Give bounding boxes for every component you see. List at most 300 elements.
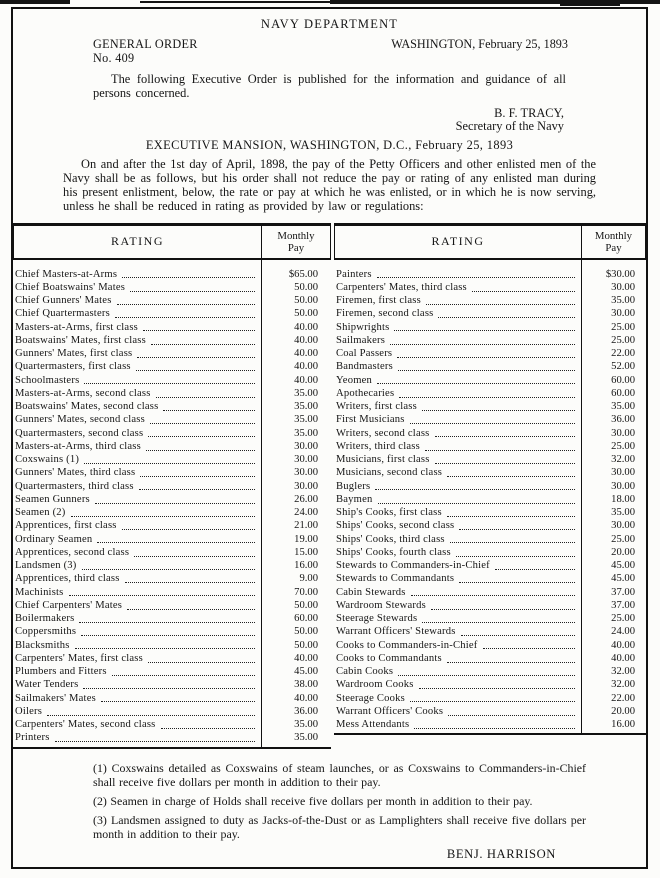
pay-value: 22.00 xyxy=(611,348,635,360)
dot-leader xyxy=(69,586,256,597)
pay-value: 25.00 xyxy=(611,334,635,346)
dot-leader xyxy=(81,625,255,636)
table-row xyxy=(13,334,331,347)
table-row xyxy=(13,321,331,334)
dot-leader xyxy=(122,268,255,279)
table-row xyxy=(13,678,331,691)
dot-leader xyxy=(398,665,575,676)
dot-leader xyxy=(426,294,575,305)
dot-leader xyxy=(122,519,255,530)
rating-label: Coal Passers xyxy=(336,348,393,360)
scan-artifact xyxy=(140,1,340,3)
pay-value: 40.00 xyxy=(611,639,635,651)
pay-value: 35.00 xyxy=(294,719,318,731)
table-body-left xyxy=(13,260,331,749)
pay-value: 35.00 xyxy=(294,387,318,399)
table-row xyxy=(13,705,331,718)
rating-label: Cabin Stewards xyxy=(336,586,406,598)
table-row xyxy=(334,400,646,413)
dot-leader xyxy=(411,586,575,597)
pay-value: 25.00 xyxy=(611,613,635,625)
dot-leader xyxy=(377,374,575,385)
rating-label: Boatswains' Mates, second class xyxy=(15,401,159,413)
pay-value: 25.00 xyxy=(611,533,635,545)
table-row xyxy=(13,427,331,440)
table-row xyxy=(334,387,646,400)
dot-leader xyxy=(419,678,575,689)
table-row xyxy=(334,639,646,652)
table-row xyxy=(13,572,331,585)
dot-leader xyxy=(134,546,255,557)
rating-label: Ships' Cooks, third class xyxy=(336,533,445,545)
rating-label: Masters-at-Arms, first class xyxy=(15,321,138,333)
pay-value: 40.00 xyxy=(294,348,318,360)
rating-label: Apothecaries xyxy=(336,387,395,399)
rating-label: Chief Gunners' Mates xyxy=(15,295,112,307)
dot-leader xyxy=(82,559,255,570)
rating-label: Gunners' Mates, first class xyxy=(15,348,133,360)
dot-leader xyxy=(137,347,255,358)
dot-leader xyxy=(435,427,576,438)
dot-leader xyxy=(163,400,255,411)
secretary-name: B. F. TRACY, xyxy=(494,105,564,120)
dot-leader xyxy=(148,652,255,663)
footnote: (2) Seamen in charge of Holds shall receive five dollars per month in addition to their pay. xyxy=(93,794,533,808)
table-row xyxy=(13,480,331,493)
secretary-title: Secretary of the Navy xyxy=(455,119,564,134)
dot-leader xyxy=(447,506,575,517)
table-row xyxy=(13,665,331,678)
table-row xyxy=(334,268,646,281)
pay-value: 15.00 xyxy=(294,546,318,558)
table-row xyxy=(334,546,646,559)
rating-label: Sailmakers' Mates xyxy=(15,692,96,704)
rating-label: Quartermasters, first class xyxy=(15,361,131,373)
intro-paragraph: The following Executive Order is published for the information and guidance of all persons concerned. xyxy=(93,72,566,100)
table-row xyxy=(334,586,646,599)
rating-label: Steerage Stewards xyxy=(336,613,418,625)
dot-leader xyxy=(398,360,575,371)
pay-value: 40.00 xyxy=(294,692,318,704)
footnote: (3) Landsmen assigned to duty as Jacks-of-the-Dust or as Lamplighters shall receive five dollars per month in addition to their pay. xyxy=(93,813,586,842)
table-row xyxy=(13,599,331,612)
rating-label: Ships' Cooks, fourth class xyxy=(336,546,451,558)
table-row xyxy=(13,533,331,546)
pay-value: 20.00 xyxy=(611,705,635,717)
general-order-block xyxy=(93,37,198,65)
rating-label: Landsmen (3) xyxy=(15,560,77,572)
table-row xyxy=(13,506,331,519)
pay-value: $30.00 xyxy=(605,268,635,280)
dot-leader xyxy=(55,731,255,742)
dot-leader xyxy=(447,466,575,477)
pay-value: 30.00 xyxy=(611,308,635,320)
pay-value: 30.00 xyxy=(294,454,318,466)
dot-leader xyxy=(136,360,255,371)
pay-value: 36.00 xyxy=(294,705,318,717)
pay-value: 30.00 xyxy=(611,520,635,532)
pay-value: 36.00 xyxy=(611,414,635,426)
rating-label: Seamen (2) xyxy=(15,507,66,519)
rating-label: Printers xyxy=(15,732,50,744)
rating-label: Apprentices, third class xyxy=(15,573,120,585)
dot-leader xyxy=(422,612,575,623)
pay-value: 50.00 xyxy=(294,295,318,307)
order-label: GENERAL ORDER xyxy=(93,37,198,51)
table-row xyxy=(334,347,646,360)
pay-value: 19.00 xyxy=(294,533,318,545)
president-signature: BENJ. HARRISON xyxy=(446,846,556,861)
pay-value: 60.00 xyxy=(611,387,635,399)
dot-leader xyxy=(139,480,255,491)
rating-label: Ships' Cooks, second class xyxy=(336,520,455,532)
rating-label: Oilers xyxy=(15,705,43,717)
dot-leader xyxy=(450,533,575,544)
dot-leader xyxy=(79,612,255,623)
rating-label: Cooks to Commanders-in-Chief xyxy=(336,639,478,651)
dot-leader xyxy=(101,692,255,703)
rating-label: Bandmasters xyxy=(336,361,393,373)
pay-value: 30.00 xyxy=(294,480,318,492)
dot-leader xyxy=(390,334,575,345)
rating-label: Water Tenders xyxy=(15,679,79,691)
pay-value: 50.00 xyxy=(294,308,318,320)
table-row xyxy=(13,519,331,532)
pay-value: 40.00 xyxy=(294,334,318,346)
pay-value: 24.00 xyxy=(611,626,635,638)
dot-leader xyxy=(422,400,575,411)
dot-leader xyxy=(95,493,255,504)
rating-label: Musicians, second class xyxy=(336,467,443,479)
table-row xyxy=(13,625,331,638)
pay-value: 26.00 xyxy=(294,493,318,505)
dot-leader xyxy=(435,453,575,464)
table-row xyxy=(334,281,646,294)
rating-label: Ship's Cooks, first class xyxy=(336,507,442,519)
table-row xyxy=(13,546,331,559)
rating-label: Apprentices, first class xyxy=(15,520,117,532)
pay-value: 52.00 xyxy=(611,361,635,373)
dot-leader xyxy=(459,572,575,583)
table-row xyxy=(334,440,646,453)
table-row xyxy=(13,718,331,731)
table-row xyxy=(334,493,646,506)
table-row xyxy=(334,612,646,625)
table-row xyxy=(13,347,331,360)
pay-value: 35.00 xyxy=(611,401,635,413)
pay-value: 40.00 xyxy=(611,652,635,664)
table-row xyxy=(334,480,646,493)
dot-leader xyxy=(495,559,575,570)
table-row xyxy=(334,718,646,731)
dot-leader xyxy=(75,639,255,650)
rating-label: Firemen, second class xyxy=(336,308,434,320)
dot-leader xyxy=(448,705,575,716)
table-row xyxy=(334,427,646,440)
dot-leader xyxy=(127,599,255,610)
footnotes xyxy=(93,761,586,842)
dot-leader xyxy=(431,599,575,610)
pay-value: 60.00 xyxy=(611,374,635,386)
dot-leader xyxy=(71,506,255,517)
rating-label: Cooks to Commandants xyxy=(336,652,442,664)
table-row xyxy=(334,559,646,572)
rating-label: Carpenters' Mates, third class xyxy=(336,281,467,293)
rating-label: Sailmakers xyxy=(336,334,386,346)
rating-label: Painters xyxy=(336,268,372,280)
rating-label: Chief Boatswains' Mates xyxy=(15,281,126,293)
pay-value: 25.00 xyxy=(611,321,635,333)
pay-column-header xyxy=(582,226,645,258)
dot-leader xyxy=(148,427,255,438)
rating-label: Ordinary Seamen xyxy=(15,533,93,545)
dot-leader xyxy=(97,533,255,544)
rating-column-header: RATING xyxy=(14,226,262,258)
table-row xyxy=(334,572,646,585)
pay-tables xyxy=(13,223,646,749)
table-header-left xyxy=(13,223,331,260)
pay-value: 37.00 xyxy=(611,586,635,598)
dot-leader xyxy=(83,678,255,689)
pay-value: 30.00 xyxy=(611,427,635,439)
rating-label: Quartermasters, second class xyxy=(15,427,144,439)
pay-value: 25.00 xyxy=(611,440,635,452)
table-row xyxy=(13,453,331,466)
pay-value: 35.00 xyxy=(294,427,318,439)
dot-leader xyxy=(410,692,575,703)
rating-label: Machinists xyxy=(15,586,64,598)
table-row xyxy=(13,360,331,373)
department-heading: NAVY DEPARTMENT xyxy=(260,17,399,31)
dot-leader xyxy=(140,466,255,477)
pay-value: 35.00 xyxy=(611,295,635,307)
pay-value: $65.00 xyxy=(288,268,318,280)
rating-label: Boilermakers xyxy=(15,613,75,625)
table-row xyxy=(13,731,331,744)
pay-header-line1: Monthly xyxy=(277,229,315,242)
pay-value: 45.00 xyxy=(611,573,635,585)
table-row xyxy=(13,440,331,453)
dot-leader xyxy=(378,493,575,504)
dot-leader xyxy=(459,519,575,530)
pay-value: 45.00 xyxy=(611,560,635,572)
pay-value: 40.00 xyxy=(294,374,318,386)
table-row xyxy=(334,599,646,612)
pay-value: 45.00 xyxy=(294,666,318,678)
dot-leader xyxy=(47,705,255,716)
rating-label: Carpenters' Mates, first class xyxy=(15,652,143,664)
table-row xyxy=(13,400,331,413)
table-row xyxy=(13,387,331,400)
rating-label: Warrant Officers' Cooks xyxy=(336,705,444,717)
dot-leader xyxy=(84,374,255,385)
order-number: No. 409 xyxy=(93,51,135,65)
pay-value: 60.00 xyxy=(294,613,318,625)
table-row xyxy=(13,586,331,599)
rating-column-header: RATING xyxy=(335,226,582,258)
rating-label: Carpenters' Mates, second class xyxy=(15,719,156,731)
rating-label: Blacksmiths xyxy=(15,639,70,651)
pay-value: 18.00 xyxy=(611,493,635,505)
pay-value: 16.00 xyxy=(294,560,318,572)
pay-value: 21.00 xyxy=(294,520,318,532)
pay-value: 32.00 xyxy=(611,666,635,678)
secretary-signature-block xyxy=(13,107,564,134)
pay-header-line1: Monthly xyxy=(594,229,633,242)
table-row xyxy=(334,625,646,638)
table-row xyxy=(334,692,646,705)
table-row xyxy=(13,652,331,665)
dateline: WASHINGTON, February 25, 1893 xyxy=(391,37,568,51)
dot-leader xyxy=(151,334,255,345)
table-row xyxy=(334,705,646,718)
rating-label: Writers, first class xyxy=(336,401,417,413)
table-row xyxy=(334,307,646,320)
table-row xyxy=(13,307,331,320)
rating-label: Gunners' Mates, second class xyxy=(15,414,145,426)
pay-value: 50.00 xyxy=(294,599,318,611)
table-row xyxy=(13,559,331,572)
footnote: (1) Coxswains detailed as Coxswains of steam launches, or as Coxswains to Commanders-in-Chief shall receive five dollars per month in addition to their pay. xyxy=(93,760,586,789)
rating-label: Buglers xyxy=(336,480,371,492)
scan-artifact xyxy=(560,3,620,6)
pay-value: 50.00 xyxy=(294,639,318,651)
rating-label: Writers, second class xyxy=(336,427,430,439)
rating-label: Mess Attendants xyxy=(336,719,410,731)
table-row xyxy=(334,519,646,532)
pay-value: 24.00 xyxy=(294,507,318,519)
pay-value: 37.00 xyxy=(611,599,635,611)
dot-leader xyxy=(377,268,575,279)
table-header-right xyxy=(334,223,646,260)
scan-artifact xyxy=(0,0,70,4)
table-row xyxy=(13,639,331,652)
dot-leader xyxy=(130,281,255,292)
table-row xyxy=(334,321,646,334)
dot-leader xyxy=(156,387,255,398)
executive-order-body: On and after the 1st day of April, 1898, the pay of the Petty Officers and other enlisted men of the Navy shall be as follows, but his order shall not reduce the pay or rating of any enlisted man during his present enlistment, below, the rate or pay at which he was enlisted, or in which he is now serving, unless he shall be reduced in rating as provided by law or regulations: xyxy=(63,156,596,213)
dot-leader xyxy=(125,572,255,583)
dot-leader xyxy=(461,625,575,636)
pay-value: 32.00 xyxy=(611,454,635,466)
rating-label: Gunners' Mates, third class xyxy=(15,467,136,479)
rating-label: Apprentices, second class xyxy=(15,546,130,558)
pay-value: 30.00 xyxy=(294,440,318,452)
rating-label: Stewards to Commandants xyxy=(336,573,455,585)
rating-label: Yeomen xyxy=(336,374,373,386)
rating-label: Stewards to Commanders-in-Chief xyxy=(336,560,490,572)
pay-value: 38.00 xyxy=(294,679,318,691)
pay-value: 35.00 xyxy=(294,732,318,744)
pay-value: 35.00 xyxy=(294,401,318,413)
rating-label: Baymen xyxy=(336,493,373,505)
table-row xyxy=(334,506,646,519)
executive-mansion-line: EXECUTIVE MANSION, WASHINGTON, D.C., February 25, 1893 xyxy=(145,137,514,152)
pay-value: 35.00 xyxy=(294,414,318,426)
pay-value: 9.00 xyxy=(299,573,318,585)
dot-leader xyxy=(375,480,575,491)
table-row xyxy=(334,374,646,387)
table-row xyxy=(13,374,331,387)
rating-label: Quartermasters, third class xyxy=(15,480,134,492)
table-row xyxy=(334,294,646,307)
dot-leader xyxy=(84,453,255,464)
pay-value: 30.00 xyxy=(294,467,318,479)
rating-label: Writers, third class xyxy=(336,440,420,452)
table-row xyxy=(334,665,646,678)
dot-leader xyxy=(161,718,256,729)
rating-label: Coxswains (1) xyxy=(15,454,80,466)
table-row xyxy=(334,533,646,546)
rating-label: Chief Masters-at-Arms xyxy=(15,268,118,280)
dot-leader xyxy=(394,321,575,332)
rating-label: Masters-at-Arms, second class xyxy=(15,387,151,399)
dot-leader xyxy=(115,307,255,318)
dot-leader xyxy=(146,440,255,451)
table-row xyxy=(13,692,331,705)
pay-value: 30.00 xyxy=(611,467,635,479)
rating-label: Steerage Cooks xyxy=(336,692,405,704)
table-row xyxy=(13,294,331,307)
table-row xyxy=(334,652,646,665)
rating-label: Seamen Gunners xyxy=(15,493,90,505)
dot-leader xyxy=(117,294,255,305)
pay-value: 40.00 xyxy=(294,321,318,333)
pay-value: 50.00 xyxy=(294,626,318,638)
dot-leader xyxy=(397,347,575,358)
table-row xyxy=(334,360,646,373)
dot-leader xyxy=(399,387,575,398)
dot-leader xyxy=(150,413,255,424)
table-row xyxy=(334,466,646,479)
rating-label: Wardroom Stewards xyxy=(336,599,426,611)
pay-value: 16.00 xyxy=(611,719,635,731)
order-header-row xyxy=(93,37,568,65)
dot-leader xyxy=(483,639,575,650)
dot-leader xyxy=(456,546,575,557)
table-row xyxy=(13,612,331,625)
pay-value: 20.00 xyxy=(611,546,635,558)
dot-leader xyxy=(438,307,575,318)
table-row xyxy=(13,413,331,426)
rating-label: Masters-at-Arms, third class xyxy=(15,440,141,452)
rating-label: First Musicians xyxy=(336,414,405,426)
document-border-frame xyxy=(11,7,648,869)
rating-label: Chief Quartermasters xyxy=(15,308,110,320)
pay-column-header xyxy=(262,226,330,258)
pay-value: 35.00 xyxy=(611,507,635,519)
pay-value: 40.00 xyxy=(294,361,318,373)
pay-value: 32.00 xyxy=(611,679,635,691)
dot-leader xyxy=(112,665,255,676)
table-row xyxy=(334,678,646,691)
rating-label: Warrant Officers' Stewards xyxy=(336,626,456,638)
table-row xyxy=(334,334,646,347)
table-row xyxy=(13,268,331,281)
rating-label: Firemen, first class xyxy=(336,295,421,307)
table-row xyxy=(334,413,646,426)
table-row xyxy=(334,453,646,466)
pay-value: 22.00 xyxy=(611,692,635,704)
pay-value: 30.00 xyxy=(611,281,635,293)
pay-value: 50.00 xyxy=(294,281,318,293)
rating-label: Schoolmasters xyxy=(15,374,80,386)
pay-value: 70.00 xyxy=(294,586,318,598)
rating-label: Shipwrights xyxy=(336,321,390,333)
dot-leader xyxy=(414,718,575,729)
table-body-right xyxy=(334,260,646,736)
rating-label: Coppersmiths xyxy=(15,626,77,638)
